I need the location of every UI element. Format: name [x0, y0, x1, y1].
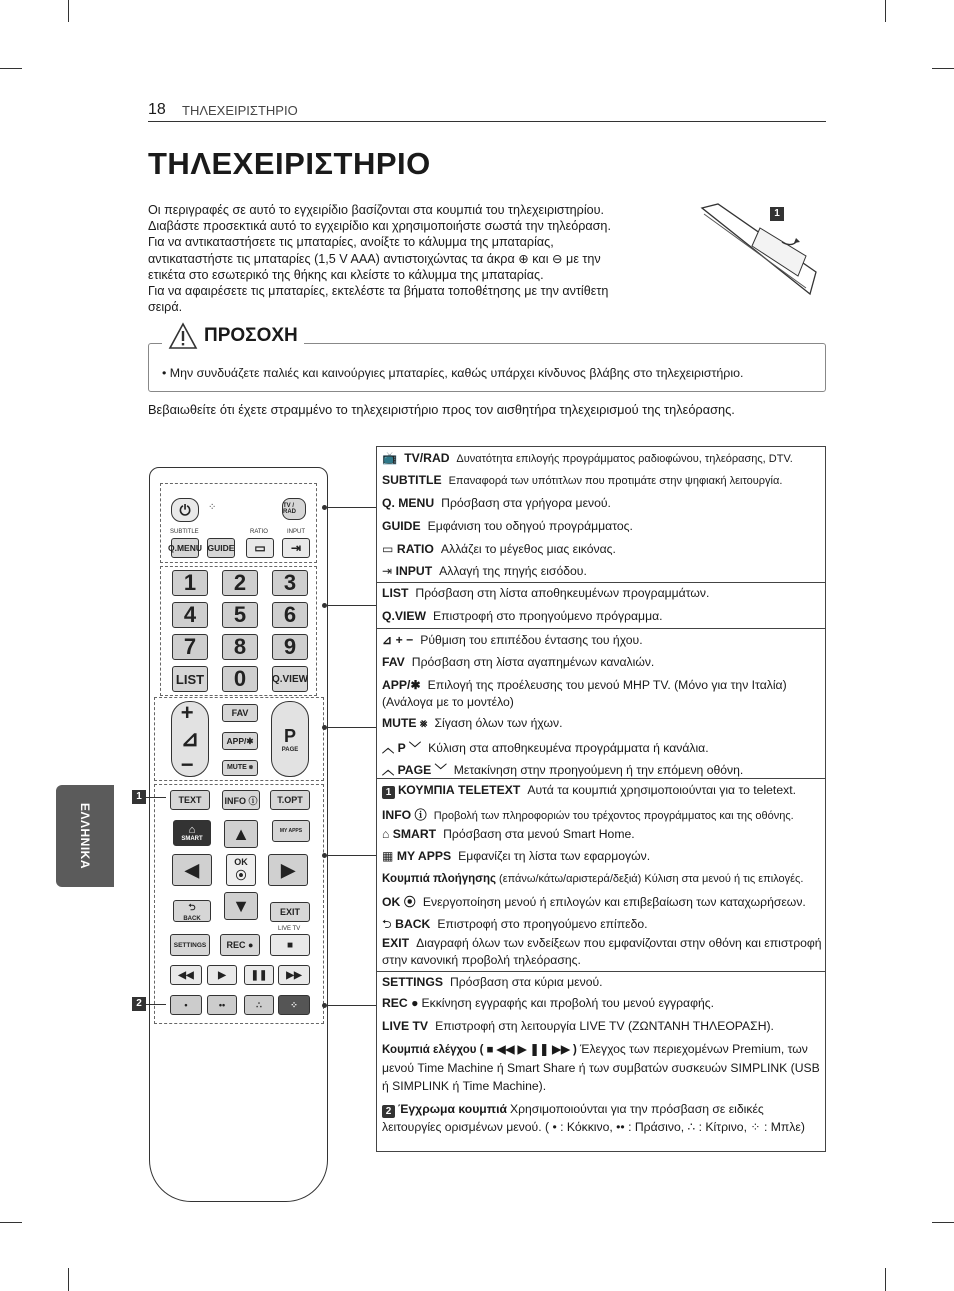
- home-icon: ⌂: [188, 824, 196, 836]
- mute-button[interactable]: MUTE ⨳: [222, 760, 258, 776]
- page-title: ΤΗΛΕΧΕΙΡΙΣΤΗΡΙΟ: [148, 146, 431, 181]
- desc-row: [382, 496, 611, 510]
- list-button[interactable]: LIST: [172, 666, 208, 692]
- desc-value: Πρόσβαση στα γρήγορα μενού.: [441, 496, 611, 510]
- remote-control: [149, 467, 328, 1202]
- ratio-small-label: RATIO: [250, 529, 268, 535]
- dots-icon: ⁘: [208, 502, 217, 513]
- desc-row: [382, 783, 796, 799]
- desc-key: Έγχρωμα κουμπιά: [398, 1102, 507, 1116]
- desc-row: [382, 827, 635, 841]
- desc-value: Εκκίνηση εγγραφής και προβολή του μενού εγγραφής.: [421, 996, 715, 1010]
- desc-value: Επιλογή της προέλευσης του μενού MHP TV. (Μόνο για την Ιταλία) (Ανάλογα με το μοντέλο): [382, 678, 787, 709]
- callout-2-badge: 2: [382, 1105, 395, 1118]
- leader-line: [327, 727, 376, 728]
- desc-section-4: [377, 779, 825, 972]
- intro-line: Διαβάστε προσεκτικά αυτό το εγχειρίδιο και χρησιμοποιήστε σωστά την τηλεόραση.: [148, 219, 611, 234]
- digit-button[interactable]: 5: [222, 602, 258, 628]
- crop-mark: [885, 0, 886, 22]
- leader-line: [327, 507, 376, 508]
- topt-button[interactable]: T.OPT: [270, 790, 310, 810]
- program-rocker[interactable]: [271, 701, 309, 777]
- desc-row: [382, 996, 714, 1010]
- crop-mark: [0, 68, 22, 69]
- smart-label: SMART: [181, 836, 203, 842]
- desc-value: Σίγαση όλων των ήχων.: [434, 716, 563, 730]
- tvrad-button[interactable]: TV / RAD: [282, 498, 306, 520]
- battery-cover-illustration: [698, 202, 828, 298]
- rewind-icon[interactable]: ◀◀: [170, 965, 202, 985]
- intro-line: Για να αντικαταστήσετε τις μπαταρίες, ανοίξτε το κάλυμμα της μπαταρίας,: [148, 235, 554, 250]
- ok-dot-icon: ⦿: [235, 870, 247, 882]
- subtitle-small-label: SUBTITLE: [170, 529, 199, 535]
- desc-key: MUTE ⨳: [382, 716, 428, 730]
- callout-1-remote: 1: [132, 790, 146, 804]
- desc-key: Q.VIEW: [382, 609, 427, 623]
- desc-value: Εμφάνιση του οδηγού προγράμματος.: [427, 519, 633, 533]
- volume-rocker[interactable]: + ⊿ −: [171, 701, 209, 777]
- settings-button[interactable]: SETTINGS: [170, 934, 210, 956]
- desc-row: [382, 871, 803, 885]
- back-label: BACK: [183, 916, 201, 922]
- digit-button[interactable]: 7: [172, 634, 208, 660]
- callout-1-badge: 1: [770, 207, 784, 221]
- desc-value: Ρύθμιση του επιπέδου έντασης του ήχου.: [420, 633, 643, 647]
- desc-row: [382, 806, 794, 823]
- desc-value: Πρόσβαση στη λίστα αγαπημένων καναλιών.: [411, 655, 655, 669]
- intro-paragraph: [148, 202, 688, 315]
- desc-key: Q. MENU: [382, 496, 435, 510]
- desc-row: [382, 633, 643, 647]
- crop-mark: [885, 1268, 886, 1291]
- desc-row: [382, 564, 587, 578]
- leader-dot: [322, 505, 327, 510]
- desc-value: Επαναφορά των υπότιτλων που προτιμάτε στην ψηφιακή λειτουργία.: [448, 475, 783, 487]
- leader-dot: [322, 603, 327, 608]
- header-rule: [148, 121, 826, 122]
- back-icon: ⮌: [382, 917, 392, 931]
- desc-key: SMART: [392, 827, 437, 841]
- running-header: ΤΗΛΕΧΕΙΡΙΣΤΗΡΙΟ: [182, 103, 298, 118]
- digit-button[interactable]: 6: [272, 602, 308, 628]
- play-icon[interactable]: ▶: [207, 965, 237, 985]
- language-tab-label: ΕΛΛΗΝΙΚΑ: [78, 802, 92, 870]
- desc-value: Αλλάζει το μέγεθος μιας εικόνας.: [440, 542, 616, 556]
- desc-key: FAV: [382, 655, 405, 669]
- desc-key: INPUT: [395, 564, 433, 578]
- caution-header: [162, 322, 304, 350]
- language-tab: [56, 785, 114, 887]
- pause-icon[interactable]: ❚❚: [244, 965, 274, 985]
- desc-value: Αλλαγή της πηγής εισόδου.: [439, 564, 587, 578]
- zero-button[interactable]: 0: [222, 666, 258, 692]
- blue-button-icon[interactable]: ⁘: [278, 995, 310, 1015]
- page-label: PAGE: [281, 746, 299, 753]
- desc-key: APP/✱: [382, 678, 421, 692]
- desc-value: Διαγραφή όλων των ενδείξεων που εμφανίζονται στην οθόνη και επιστροφή στην κανονική προβολή τηλεόρασης.: [382, 936, 822, 967]
- desc-value: Κύλιση στα αποθηκευμένα προγράμματα ή κανάλια.: [428, 741, 709, 755]
- digit-button[interactable]: 1: [172, 570, 208, 596]
- desc-row: [382, 915, 648, 936]
- desc-key: INFO ⓘ: [382, 808, 427, 822]
- ratio-icon[interactable]: ▭: [246, 538, 274, 558]
- desc-value: Επιστροφή στο προηγούμενο πρόγραμμα.: [433, 609, 663, 623]
- page-number: 18: [148, 101, 166, 118]
- desc-key: TV/RAD: [404, 451, 450, 465]
- ok-label: OK: [234, 857, 248, 867]
- intro-line: αντικαταστήστε τις μπαταρίες (1,5 V AAA) αντιστοιχώντας τα άκρα ⊕ και ⊖ με την: [148, 251, 601, 266]
- desc-value: Πρόσβαση στη λίστα αποθηκευμένων προγραμμάτων.: [415, 586, 710, 600]
- digit-button[interactable]: 9: [272, 634, 308, 660]
- caution-text: • Μην συνδυάζετε παλιές και καινούργιες μπαταρίες, καθώς υπάρχει κίνδυνος βλάβης στο τηλεχειριστήριο.: [162, 366, 744, 380]
- desc-key: ⊿ + −: [382, 633, 414, 647]
- leader-dot: [322, 725, 327, 730]
- desc-value: Εμφανίζει τη λίστα των εφαρμογών.: [458, 849, 651, 863]
- desc-key: EXIT: [382, 936, 410, 950]
- tvrad-icon: 📺: [382, 451, 398, 465]
- digit-button[interactable]: 3: [272, 570, 308, 596]
- green-button-icon[interactable]: ••: [207, 995, 237, 1015]
- button-description-table: [376, 446, 826, 1152]
- red-button-icon[interactable]: •: [170, 995, 202, 1015]
- crop-mark: [932, 1222, 954, 1223]
- desc-key: GUIDE: [382, 519, 421, 533]
- desc-value: Ενεργοποίηση μενού ή επιλογών και επιβεβαίωση των καταχωρήσεων.: [422, 895, 806, 909]
- app-button[interactable]: APP/✱: [222, 732, 258, 750]
- arrow-left-icon[interactable]: ◀: [172, 854, 212, 886]
- desc-value: Έλεγχος των περιεχομένων Premium, των μενού Time Machine ή Smart Share ή των συμβατών συσκευών SIMPLINK (USB ή SIMPLINK ή Time Machine).: [382, 1042, 820, 1093]
- desc-value: Χρησιμοποιούνται για την πρόσβαση σε ειδικές λειτουργίες ορισμένων μενού. ( • : Κόκκινο, •• : Πράσινο, ∴ : Κίτρινο, ⁘ : Μπλε): [382, 1102, 805, 1134]
- input-small-label: INPUT: [287, 529, 305, 535]
- desc-value: Προβολή των πληροφοριών του τρέχοντος προγράμματος και της οθόνης.: [433, 810, 794, 822]
- desc-row: [382, 451, 793, 465]
- caution-title: ΠΡΟΣΟΧΗ: [204, 325, 298, 346]
- desc-key: OK ⦿: [382, 895, 416, 909]
- p-label: P: [283, 725, 296, 746]
- livetv-small-label: LIVE TV: [278, 926, 301, 932]
- desc-row: [382, 739, 709, 756]
- arrow-up-icon[interactable]: ▲: [224, 820, 258, 848]
- qmenu-button[interactable]: Q.MENU: [171, 538, 199, 558]
- fav-button[interactable]: FAV: [222, 704, 258, 722]
- digit-button[interactable]: 8: [222, 634, 258, 660]
- desc-section-1: [377, 447, 825, 583]
- desc-key: ︿ P ﹀: [382, 741, 422, 755]
- intro-line: ετικέτα στο εσωτερικό της θήκης και κλείστε το κάλυμμα της μπαταρίας.: [148, 267, 544, 282]
- desc-row: [382, 473, 782, 487]
- leader-line: [146, 797, 166, 798]
- desc-value: Επιστροφή στη λειτουργία LIVE TV (ΖΩΝΤΑΝΗ ΤΗΛΕΟΡΑΣΗ).: [435, 1019, 774, 1033]
- fast-forward-icon[interactable]: ▶▶: [278, 965, 310, 985]
- leader-line: [327, 1005, 376, 1006]
- desc-key: ΚΟΥΜΠΙΑ TELETEXT: [398, 783, 521, 797]
- text-button[interactable]: TEXT: [170, 790, 210, 810]
- desc-row: [382, 716, 562, 731]
- desc-key: RATIO: [396, 542, 434, 556]
- desc-key: SUBTITLE: [382, 473, 442, 487]
- desc-value: Δυνατότητα επιλογής προγράμματος ραδιοφώνου, τηλεόρασης, DTV.: [456, 453, 793, 465]
- back-button[interactable]: [173, 900, 211, 922]
- rec-button[interactable]: REC ●: [220, 934, 260, 956]
- desc-row: [382, 761, 743, 778]
- info-button[interactable]: INFO ⓘ: [222, 790, 260, 810]
- qview-button[interactable]: Q.VIEW: [272, 666, 308, 692]
- crop-mark: [68, 0, 69, 22]
- callout-2-remote: 2: [132, 997, 146, 1011]
- desc-key: LIST: [382, 586, 409, 600]
- desc-value: Πρόσβαση στα μενού Smart Home.: [443, 827, 635, 841]
- desc-row: [382, 586, 709, 600]
- intro-line: Οι περιγραφές σε αυτό το εγχειρίδιο βασίζονται στα κουμπιά του τηλεχειριστηρίου.: [148, 203, 605, 217]
- home-icon: ⌂: [382, 827, 390, 841]
- desc-value: (επάνω/κάτω/αριστερά/δεξιά) Κύλιση στα μενού ή τις επιλογές.: [499, 873, 804, 885]
- desc-row: [382, 519, 633, 533]
- desc-row: [382, 935, 822, 969]
- desc-key: ︿ PAGE ﹀: [382, 763, 447, 777]
- power-icon[interactable]: ⏻: [171, 498, 199, 522]
- myapps-button[interactable]: MY APPS: [272, 820, 310, 842]
- desc-value: Μετακίνηση στην προηγούμενη ή την επόμενη οθόνη.: [453, 763, 744, 777]
- desc-section-3: [377, 629, 825, 779]
- desc-value: Αυτά τα κουμπιά χρησιμοποιούνται για το teletext.: [527, 783, 796, 797]
- desc-key: SETTINGS: [382, 975, 443, 989]
- desc-key: Κουμπιά ελέγχου ( ■ ◀◀ ▶ ❚❚ ▶▶ ): [382, 1044, 577, 1056]
- leader-dot: [322, 853, 327, 858]
- desc-section-2: [377, 583, 825, 629]
- digit-button[interactable]: 4: [172, 602, 208, 628]
- arrow-down-icon[interactable]: ▼: [224, 892, 258, 920]
- desc-row: [382, 542, 616, 556]
- digit-button[interactable]: 2: [222, 570, 258, 596]
- pointing-note: Βεβαιωθείτε ότι έχετε στραμμένο το τηλεχειριστήριο προς τον αισθητήρα τηλεχειρισμού της τηλεόρασης.: [148, 402, 735, 417]
- leader-line: [146, 1004, 166, 1005]
- yellow-button-icon[interactable]: ∴: [244, 995, 274, 1015]
- desc-key: MY APPS: [396, 849, 452, 863]
- desc-key: Κουμπιά πλοήγησης: [382, 873, 497, 885]
- ratio-icon: ▭: [382, 542, 394, 556]
- intro-line: σειρά.: [148, 300, 183, 315]
- leader-line: [327, 605, 376, 606]
- leader-line: [327, 855, 376, 856]
- leader-dot: [322, 1003, 327, 1008]
- desc-value: Πρόσβαση στα κύρια μενού.: [449, 975, 603, 989]
- desc-row: [382, 849, 650, 863]
- desc-row: [382, 609, 663, 623]
- ok-button[interactable]: [226, 854, 256, 886]
- intro-line: Για να αφαιρέσετε τις μπαταρίες, εκτελέστε τα βήματα τοποθέτησης με την αντίθετη: [148, 284, 609, 299]
- crop-mark: [932, 68, 954, 69]
- desc-row: [382, 975, 603, 989]
- stop-icon[interactable]: ■: [270, 934, 310, 956]
- crop-mark: [0, 1222, 22, 1223]
- input-icon[interactable]: ⇥: [282, 538, 310, 558]
- desc-row: [382, 1100, 822, 1136]
- desc-key: REC ●: [382, 996, 419, 1010]
- desc-key: BACK: [395, 917, 431, 931]
- input-icon: ⇥: [382, 564, 393, 578]
- back-icon: ⮌: [188, 902, 196, 912]
- exit-button[interactable]: EXIT: [270, 902, 310, 922]
- desc-row: [382, 677, 822, 711]
- arrow-right-icon[interactable]: ▶: [268, 854, 308, 886]
- crop-mark: [68, 1268, 69, 1291]
- desc-row: [382, 893, 806, 910]
- desc-section-5: [377, 972, 825, 1151]
- desc-row: [382, 1040, 822, 1095]
- desc-row: [382, 1019, 774, 1033]
- desc-key: LIVE TV: [382, 1019, 429, 1033]
- grid-icon: ▦: [382, 849, 394, 863]
- callout-1-badge: 1: [382, 786, 395, 799]
- desc-value: Επιστροφή στο προηγούμενο επίπεδο.: [437, 917, 648, 931]
- guide-button[interactable]: GUIDE: [207, 538, 235, 558]
- desc-row: [382, 655, 654, 669]
- smart-button[interactable]: [173, 820, 211, 846]
- warning-icon: [168, 322, 198, 350]
